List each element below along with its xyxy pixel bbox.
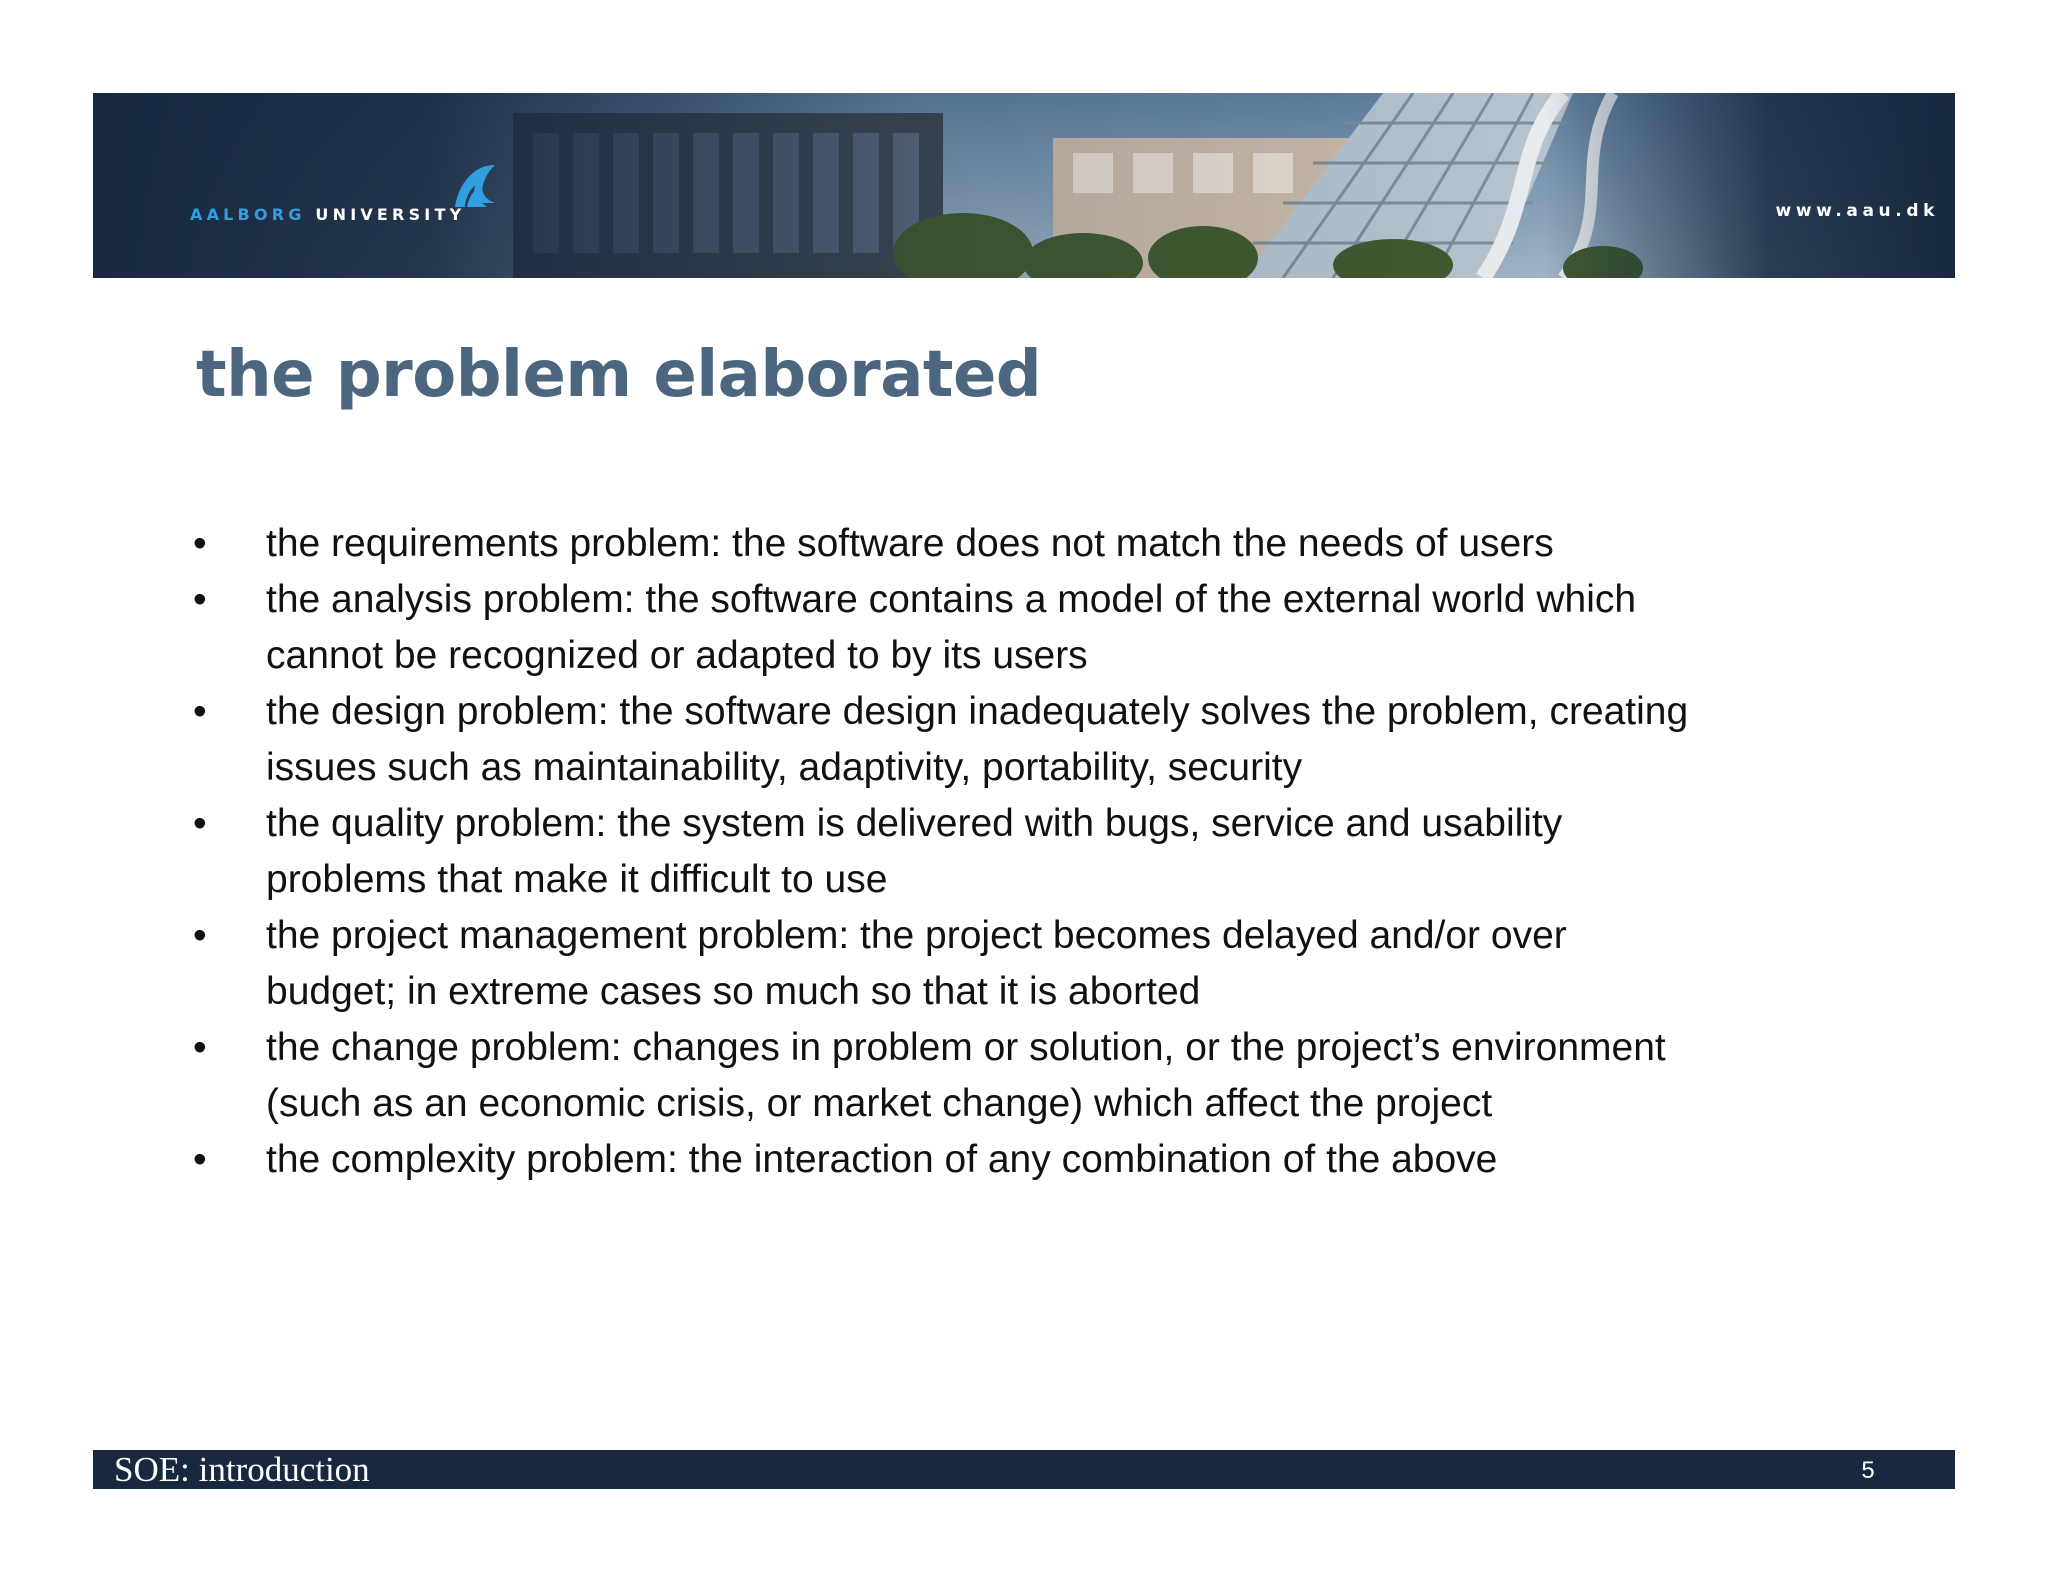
bullet-line: the analysis problem: the software contains a model of the external world which bbox=[266, 578, 1637, 621]
bullet-line: (such as an economic crisis, or market change) which affect the project bbox=[266, 1082, 1493, 1125]
bullet-line: the complexity problem: the interaction of any combination of the above bbox=[266, 1138, 1498, 1181]
footer-bar bbox=[93, 1450, 1955, 1489]
university-crest-icon bbox=[451, 163, 499, 209]
bullet-item bbox=[193, 1020, 1833, 1132]
bullet-line: the project management problem: the project becomes delayed and/or over bbox=[266, 914, 1567, 957]
bullet-list bbox=[193, 516, 1833, 1188]
header-banner bbox=[93, 93, 1955, 278]
bullet-item bbox=[193, 516, 1833, 572]
bullet-item bbox=[193, 572, 1833, 684]
bullet-line: problems that make it difficult to use bbox=[266, 858, 888, 901]
bullet-dot-icon: • bbox=[193, 578, 207, 621]
bullet-dot-icon: • bbox=[193, 522, 207, 565]
page-number: 5 bbox=[1861, 1457, 1875, 1484]
bullet-item bbox=[193, 796, 1833, 908]
bullet-dot-icon: • bbox=[193, 1138, 207, 1181]
bullet-item bbox=[193, 1132, 1833, 1188]
bullet-line: budget; in extreme cases so much so that it is aborted bbox=[266, 970, 1201, 1013]
slide-title: the problem elaborated bbox=[196, 338, 1042, 412]
bullet-item bbox=[193, 908, 1833, 1020]
footer-label: SOE: introduction bbox=[114, 1450, 370, 1489]
bullet-dot-icon: • bbox=[193, 1026, 207, 1069]
bullet-line: the requirements problem: the software does not match the needs of users bbox=[266, 522, 1554, 565]
bullet-line: the quality problem: the system is delivered with bugs, service and usability bbox=[266, 802, 1563, 845]
campus-photo bbox=[93, 93, 1955, 278]
university-logo-text bbox=[190, 205, 465, 224]
bullet-item bbox=[193, 684, 1833, 796]
logo-word-university: UNIVERSITY bbox=[315, 205, 466, 224]
bullet-line: issues such as maintainability, adaptivity, portability, security bbox=[266, 746, 1303, 789]
website-url: www.aau.dk bbox=[1775, 201, 1939, 221]
bullet-dot-icon: • bbox=[193, 914, 207, 957]
bullet-line: the change problem: changes in problem or solution, or the project’s environment bbox=[266, 1026, 1666, 1069]
bullet-dot-icon: • bbox=[193, 802, 207, 845]
bullet-dot-icon: • bbox=[193, 690, 207, 733]
bullet-line: cannot be recognized or adapted to by its users bbox=[266, 634, 1088, 677]
logo-word-aalborg: AALBORG bbox=[190, 205, 306, 224]
bullet-line: the design problem: the software design inadequately solves the problem, creating bbox=[266, 690, 1689, 733]
